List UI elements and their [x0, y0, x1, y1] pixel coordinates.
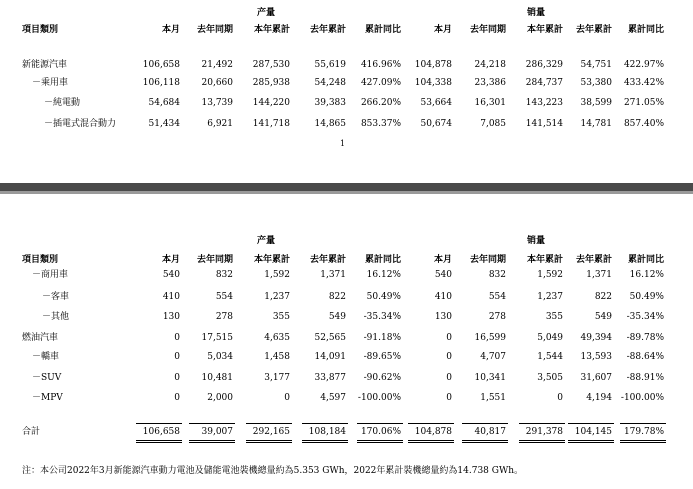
column-header: 去年同期	[196, 25, 233, 35]
row-label: －純電動	[44, 98, 81, 108]
column-header: 累計同比	[364, 255, 401, 265]
table-cell: 17,515	[201, 333, 233, 343]
table-cell: 410	[162, 292, 180, 302]
column-header: 本年累計	[526, 25, 563, 35]
table-cell: 1,371	[320, 270, 346, 280]
total-cell: 39,007	[201, 427, 233, 437]
table-cell: 53,380	[580, 78, 612, 88]
table-cell: 822	[328, 292, 346, 302]
table-cell: 0	[446, 352, 452, 362]
total-double-underline	[519, 442, 565, 443]
table-cell: -91.18%	[363, 333, 401, 343]
column-header: 去年同期	[469, 255, 506, 265]
table-cell: 1,237	[264, 292, 290, 302]
table-cell: -90.62%	[363, 373, 401, 383]
table-cell: 1,458	[264, 352, 290, 362]
total-cell: 104,878	[414, 427, 452, 437]
table-cell: 50.49%	[629, 292, 664, 302]
table-cell: 284,737	[525, 78, 563, 88]
table-cell: 287,530	[252, 60, 290, 70]
table-cell: 106,658	[142, 60, 180, 70]
table-cell: 822	[594, 292, 612, 302]
column-header: 去年累計	[575, 255, 612, 265]
table-cell: 16.12%	[366, 270, 401, 280]
table-cell: 1,237	[537, 292, 563, 302]
table-cell: 0	[174, 352, 180, 362]
group-header-production: 产量	[256, 236, 275, 246]
table-cell: 832	[215, 270, 233, 280]
table-cell: 130	[162, 312, 180, 322]
table-cell: 1,371	[586, 270, 612, 280]
table-cell: 554	[215, 292, 233, 302]
table-cell: 549	[328, 312, 346, 322]
table-cell: 0	[446, 373, 452, 383]
table-cell: -88.64%	[626, 352, 664, 362]
total-cell: 106,658	[142, 427, 180, 437]
total-double-underline	[620, 440, 666, 441]
table-cell: -89.78%	[626, 333, 664, 343]
table-cell: 422.97%	[623, 60, 664, 70]
total-double-underline	[136, 440, 182, 441]
table-cell: 14,091	[314, 352, 346, 362]
table-cell: 4,707	[480, 352, 506, 362]
table-cell: 7,085	[480, 119, 506, 129]
total-top-rule	[462, 423, 508, 424]
row-label: －商用車	[32, 270, 69, 280]
total-double-underline	[302, 442, 348, 443]
footnote: 注：本公司2022年3月新能源汽車動力電池及儲能電池裝機總量約為5.353 GWh，2022年累計裝機總量約為14.738 GWh。	[22, 466, 523, 476]
row-label: －客車	[42, 292, 70, 302]
column-header: 本年累計	[253, 255, 290, 265]
row-label: －SUV	[32, 373, 62, 383]
table-cell: 144,220	[252, 98, 290, 108]
total-double-underline	[462, 442, 508, 443]
group-header-production: 产量	[256, 8, 275, 18]
table-cell: 16,301	[474, 98, 506, 108]
total-top-rule	[408, 423, 454, 424]
table-cell: 549	[594, 312, 612, 322]
column-header: 本月	[161, 25, 180, 35]
column-header-category: 項目類別	[22, 25, 59, 35]
table-cell: 54,248	[314, 78, 346, 88]
table-cell: 4,194	[586, 393, 612, 403]
table-cell: 141,718	[252, 119, 290, 129]
column-header: 累計同比	[627, 25, 664, 35]
row-label: －插電式混合動力	[44, 119, 117, 129]
total-top-rule	[189, 423, 235, 424]
table-cell: 130	[434, 312, 452, 322]
total-double-underline	[462, 440, 508, 441]
row-label: －乘用車	[32, 78, 69, 88]
table-cell: 14,865	[314, 119, 346, 129]
table-cell: 3,505	[537, 373, 563, 383]
total-double-underline	[302, 440, 348, 441]
total-double-underline	[357, 440, 403, 441]
column-header: 本月	[433, 25, 452, 35]
column-header: 去年累計	[575, 25, 612, 35]
total-double-underline	[136, 442, 182, 443]
total-cell: 292,165	[252, 427, 290, 437]
total-double-underline	[620, 442, 666, 443]
table-cell: 554	[488, 292, 506, 302]
column-header: 本年累計	[526, 255, 563, 265]
total-double-underline	[246, 440, 292, 441]
table-cell: 106,118	[142, 78, 180, 88]
total-double-underline	[357, 442, 403, 443]
total-double-underline	[189, 442, 235, 443]
table-cell: 355	[545, 312, 563, 322]
table-cell: 38,599	[580, 98, 612, 108]
table-cell: 4,597	[320, 393, 346, 403]
table-cell: 20,660	[201, 78, 233, 88]
table-cell: 433.42%	[623, 78, 664, 88]
table-cell: 540	[162, 270, 180, 280]
total-double-underline	[246, 442, 292, 443]
table-cell: 0	[284, 393, 290, 403]
row-label: －轎車	[32, 352, 60, 362]
group-header-sales: 销量	[526, 8, 545, 18]
table-cell: 49,394	[580, 333, 612, 343]
row-label: 新能源汽車	[22, 60, 68, 70]
group-header-sales: 销量	[526, 236, 545, 246]
table-cell: 1,592	[264, 270, 290, 280]
column-header: 去年累計	[309, 255, 346, 265]
table-cell: 540	[434, 270, 452, 280]
table-cell: -100.00%	[357, 393, 401, 403]
table-cell: 0	[557, 393, 563, 403]
total-double-underline	[189, 440, 235, 441]
table-cell: 4,635	[264, 333, 290, 343]
table-cell: 1,544	[537, 352, 563, 362]
table-cell: 3,177	[264, 373, 290, 383]
total-top-rule	[568, 423, 614, 424]
total-cell: 104,145	[574, 427, 612, 437]
table-cell: 13,739	[201, 98, 233, 108]
table-cell: 54,684	[148, 98, 180, 108]
page-1	[0, 0, 693, 183]
table-cell: 1,551	[480, 393, 506, 403]
column-header: 去年同期	[469, 25, 506, 35]
table-cell: 54,751	[580, 60, 612, 70]
table-cell: 31,607	[580, 373, 612, 383]
total-top-rule	[519, 423, 565, 424]
table-cell: 10,481	[201, 373, 233, 383]
total-top-rule	[246, 423, 292, 424]
column-header: 本年累計	[253, 25, 290, 35]
table-cell: 39,383	[314, 98, 346, 108]
table-cell: 50.49%	[366, 292, 401, 302]
row-label: －MPV	[32, 393, 63, 403]
table-cell: 1,592	[537, 270, 563, 280]
table-cell: 427.09%	[360, 78, 401, 88]
table-cell: 13,593	[580, 352, 612, 362]
page-separator	[0, 183, 693, 191]
table-cell: -35.34%	[363, 312, 401, 322]
total-double-underline	[568, 440, 614, 441]
table-cell: 16,599	[474, 333, 506, 343]
table-cell: 0	[174, 333, 180, 343]
column-header: 累計同比	[627, 255, 664, 265]
table-cell: 266.20%	[360, 98, 401, 108]
total-double-underline	[568, 442, 614, 443]
page-number: 1	[340, 139, 346, 148]
row-label: 燃油汽車	[22, 333, 59, 343]
table-cell: 143,223	[525, 98, 563, 108]
table-cell: 5,049	[537, 333, 563, 343]
total-top-rule	[136, 423, 182, 424]
table-cell: 23,386	[474, 78, 506, 88]
page-2	[0, 194, 693, 489]
table-cell: 52,565	[314, 333, 346, 343]
table-cell: 0	[174, 373, 180, 383]
table-cell: 278	[488, 312, 506, 322]
total-double-underline	[519, 440, 565, 441]
table-cell: 857.40%	[623, 119, 664, 129]
table-cell: 278	[215, 312, 233, 322]
table-cell: -89.65%	[363, 352, 401, 362]
table-cell: 53,664	[420, 98, 452, 108]
column-header: 本月	[161, 255, 180, 265]
table-cell: 55,619	[314, 60, 346, 70]
table-cell: 141,514	[525, 119, 563, 129]
table-cell: 2,000	[207, 393, 233, 403]
table-cell: 24,218	[474, 60, 506, 70]
column-header: 累計同比	[364, 25, 401, 35]
row-label: －其他	[42, 312, 70, 322]
table-cell: 10,341	[474, 373, 506, 383]
table-cell: 0	[174, 393, 180, 403]
column-header: 去年累計	[309, 25, 346, 35]
total-label: 合計	[22, 427, 41, 437]
table-cell: 104,338	[414, 78, 452, 88]
table-cell: 355	[272, 312, 290, 322]
table-cell: 33,877	[314, 373, 346, 383]
total-double-underline	[408, 442, 454, 443]
total-double-underline	[408, 440, 454, 441]
column-header: 去年同期	[196, 255, 233, 265]
table-cell: 50,674	[420, 119, 452, 129]
total-cell: 179.78%	[623, 427, 664, 437]
table-cell: 6,921	[207, 119, 233, 129]
table-cell: 21,492	[201, 60, 233, 70]
table-cell: 16.12%	[629, 270, 664, 280]
total-top-rule	[302, 423, 348, 424]
total-cell: 170.06%	[360, 427, 401, 437]
total-cell: 40,817	[474, 427, 506, 437]
table-cell: 853.37%	[360, 119, 401, 129]
column-header: 本月	[433, 255, 452, 265]
total-top-rule	[357, 423, 403, 424]
table-cell: 271.05%	[623, 98, 664, 108]
table-cell: 51,434	[148, 119, 180, 129]
table-cell: 410	[434, 292, 452, 302]
table-cell: 0	[446, 393, 452, 403]
table-cell: 286,329	[525, 60, 563, 70]
table-cell: 285,938	[252, 78, 290, 88]
total-cell: 291,378	[525, 427, 563, 437]
table-cell: 0	[446, 333, 452, 343]
table-cell: -88.91%	[626, 373, 664, 383]
total-cell: 108,184	[308, 427, 346, 437]
table-cell: -35.34%	[626, 312, 664, 322]
column-header-category: 項目類別	[22, 255, 59, 265]
table-cell: 5,034	[207, 352, 233, 362]
table-cell: 104,878	[414, 60, 452, 70]
table-cell: -100.00%	[620, 393, 664, 403]
table-cell: 14,781	[580, 119, 612, 129]
table-cell: 832	[488, 270, 506, 280]
total-top-rule	[620, 423, 666, 424]
table-cell: 416.96%	[360, 60, 401, 70]
